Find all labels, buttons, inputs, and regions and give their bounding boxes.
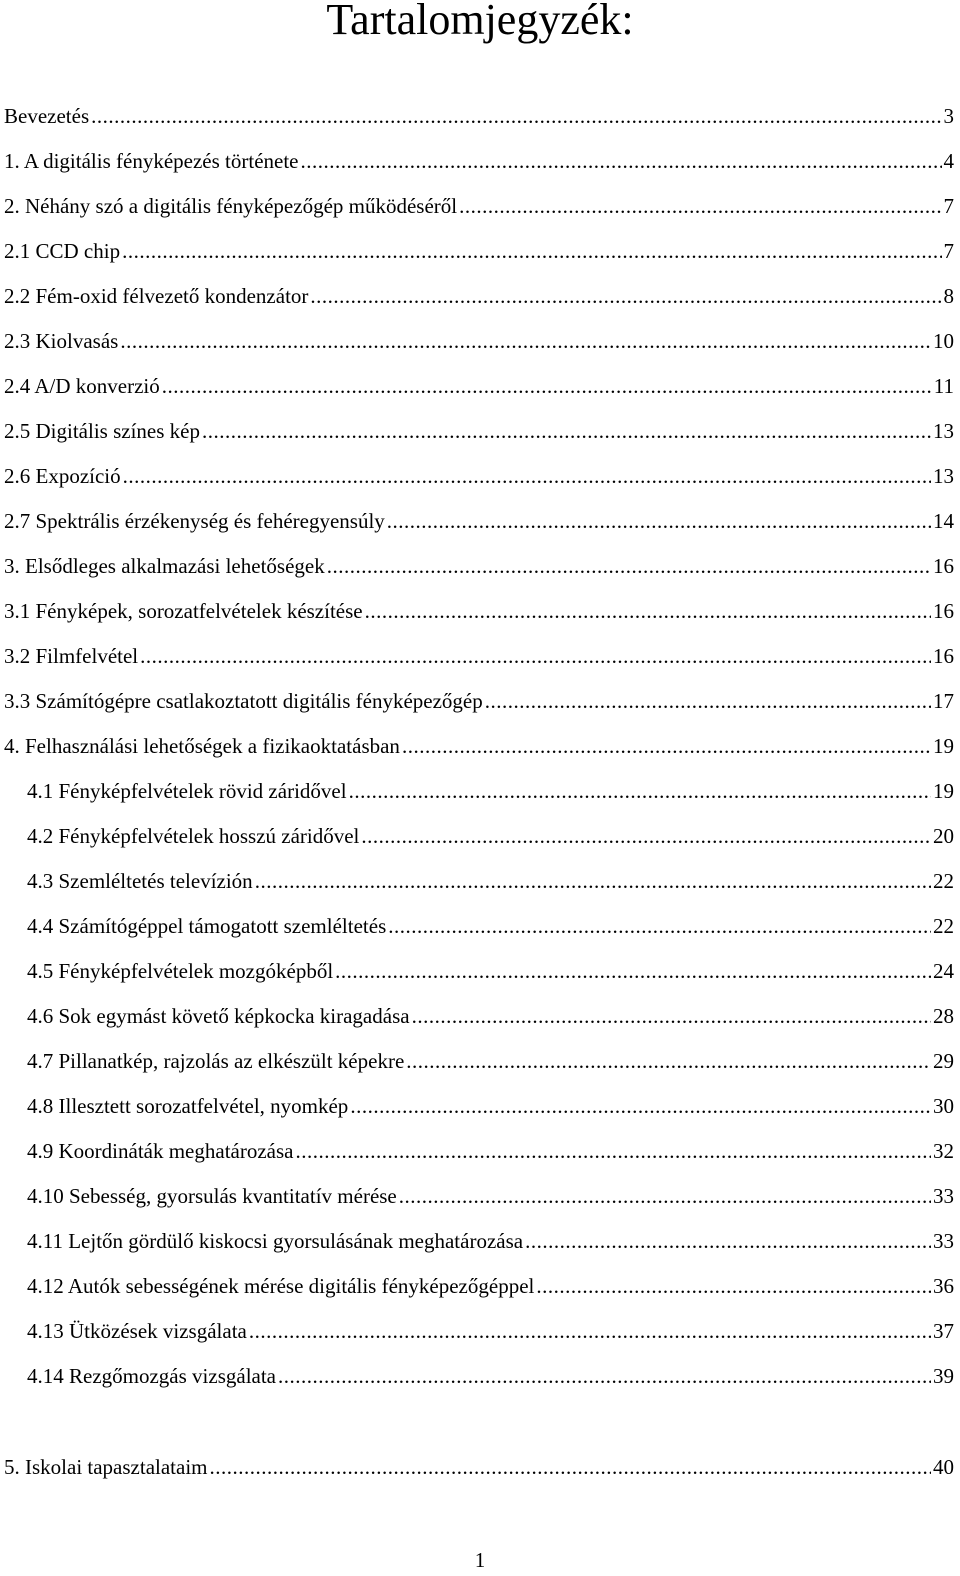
- toc-entry[interactable]: [4, 319, 954, 364]
- toc-entry[interactable]: [4, 1174, 954, 1219]
- toc-dot-leader: [310, 274, 941, 319]
- toc-entry[interactable]: [4, 634, 954, 679]
- toc-dot-leader: [162, 364, 932, 409]
- toc-entry-label: 2.5 Digitális színes kép: [4, 419, 200, 443]
- toc-dot-leader: [399, 1174, 931, 1219]
- table-of-contents: [4, 94, 954, 1490]
- toc-entry-page: 22: [933, 914, 954, 938]
- toc-entry[interactable]: [4, 1264, 954, 1309]
- toc-dot-leader: [406, 1039, 931, 1084]
- toc-entry[interactable]: [4, 1219, 954, 1264]
- toc-dot-leader: [536, 1264, 931, 1309]
- toc-entry-label: 4.14 Rezgőmozgás vizsgálata: [27, 1364, 277, 1388]
- toc-entry-label: 3.3 Számítógépre csatlakoztatott digitális fényképezőgép: [4, 689, 483, 713]
- toc-entry-label: 4.3 Szemléltetés televízión: [27, 869, 253, 893]
- toc-entry-page: 17: [933, 689, 954, 713]
- toc-entry[interactable]: [4, 184, 954, 229]
- toc-entry[interactable]: [4, 409, 954, 454]
- toc-dot-leader: [459, 184, 941, 229]
- toc-entry-label: 4.6 Sok egymást követő képkocka kiragadása: [27, 1004, 410, 1028]
- toc-entry[interactable]: [4, 229, 954, 274]
- toc-entry[interactable]: [4, 364, 954, 409]
- toc-entry-page: 39: [933, 1364, 954, 1388]
- toc-dot-leader: [249, 1309, 931, 1354]
- toc-entry-page: 33: [933, 1184, 954, 1208]
- toc-dot-leader: [361, 814, 931, 859]
- toc-dot-leader: [525, 1219, 931, 1264]
- toc-entry-page: 13: [933, 464, 954, 488]
- toc-dot-leader: [365, 589, 931, 634]
- toc-dot-leader: [349, 769, 931, 814]
- toc-entry-label: 4.4 Számítógéppel támogatott szemléltetés: [27, 914, 387, 938]
- toc-dot-leader: [402, 724, 931, 769]
- toc-entry[interactable]: [4, 724, 954, 769]
- toc-entry-page: 14: [933, 509, 954, 533]
- toc-entry[interactable]: [4, 949, 954, 994]
- toc-entry-page: 10: [933, 329, 954, 353]
- toc-entry-page: 32: [933, 1139, 954, 1163]
- toc-entry-label: 4. Felhasználási lehetőségek a fizikaoktatásban: [4, 734, 400, 758]
- toc-entry-page: 3: [943, 104, 954, 128]
- toc-dot-leader: [120, 319, 931, 364]
- toc-dot-leader: [122, 229, 941, 274]
- toc-entry-page: 28: [933, 1004, 954, 1028]
- toc-entry-label: 4.10 Sebesség, gyorsulás kvantitatív mérése: [27, 1184, 397, 1208]
- toc-dot-leader: [485, 679, 931, 724]
- toc-entry-label: 4.12 Autók sebességének mérése digitális fényképezőgéppel: [27, 1274, 535, 1298]
- toc-entry-label: 2.7 Spektrális érzékenység és fehéregyensúly: [4, 509, 385, 533]
- toc-dot-leader: [202, 409, 931, 454]
- toc-entry-page: 4: [943, 149, 954, 173]
- toc-entry[interactable]: [4, 1309, 954, 1354]
- toc-entry[interactable]: [4, 859, 954, 904]
- toc-entry-page: 19: [933, 734, 954, 758]
- toc-entry-page: 36: [933, 1274, 954, 1298]
- toc-entry-label: 3.1 Fényképek, sorozatfelvételek készítése: [4, 599, 363, 623]
- toc-entry[interactable]: [4, 94, 954, 139]
- toc-dot-leader: [91, 94, 941, 139]
- toc-entry-label: 4.9 Koordináták meghatározása: [27, 1139, 294, 1163]
- toc-entry-page: 24: [933, 959, 954, 983]
- toc-dot-leader: [210, 1445, 931, 1490]
- toc-entry[interactable]: [4, 1039, 954, 1084]
- toc-entry[interactable]: [4, 454, 954, 499]
- toc-dot-leader: [387, 499, 931, 544]
- toc-entry-page: 7: [943, 194, 954, 218]
- toc-entry-page: 20: [933, 824, 954, 848]
- toc-entry[interactable]: [4, 274, 954, 319]
- toc-entry[interactable]: [4, 1445, 954, 1490]
- toc-entry-page: 40: [933, 1455, 954, 1479]
- page-number: 1: [474, 1548, 486, 1572]
- toc-dot-leader: [140, 634, 931, 679]
- toc-dot-leader: [301, 139, 942, 184]
- toc-entry-page: 16: [933, 554, 954, 578]
- toc-entry-page: 29: [933, 1049, 954, 1073]
- toc-entry-label: 2.2 Fém-oxid félvezető kondenzátor: [4, 284, 309, 308]
- toc-entry-page: 13: [933, 419, 954, 443]
- toc-entry[interactable]: [4, 139, 954, 184]
- toc-entry[interactable]: [4, 499, 954, 544]
- toc-entry-label: 4.5 Fényképfelvételek mozgóképből: [27, 959, 334, 983]
- toc-entry-label: 4.13 Ütközések vizsgálata: [27, 1319, 247, 1343]
- toc-entry[interactable]: [4, 994, 954, 1039]
- toc-entry-label: Bevezetés: [4, 104, 90, 128]
- toc-entry-page: 8: [943, 284, 954, 308]
- toc-entry-label: 2.1 CCD chip: [4, 239, 121, 263]
- toc-dot-leader: [335, 949, 931, 994]
- toc-dot-leader: [412, 994, 931, 1039]
- toc-entry[interactable]: [4, 679, 954, 724]
- toc-entry-label: 2.4 A/D konverzió: [4, 374, 160, 398]
- toc-entry-page: 16: [933, 599, 954, 623]
- toc-entry-label: 2.3 Kiolvasás: [4, 329, 119, 353]
- toc-entry-page: 19: [933, 779, 954, 803]
- toc-entry-page: 30: [933, 1094, 954, 1118]
- toc-entry-label: 3. Elsődleges alkalmazási lehetőségek: [4, 554, 325, 578]
- toc-entry-label: 4.11 Lejtőn gördülő kiskocsi gyorsulásának meghatározása: [27, 1229, 524, 1253]
- toc-dot-leader: [278, 1354, 931, 1399]
- toc-entry-label: 4.7 Pillanatkép, rajzolás az elkészült képekre: [27, 1049, 405, 1073]
- toc-entry-page: 22: [933, 869, 954, 893]
- toc-entry[interactable]: [4, 589, 954, 634]
- toc-entry[interactable]: [4, 904, 954, 949]
- toc-entry-page: 33: [933, 1229, 954, 1253]
- toc-entry-page: 37: [933, 1319, 954, 1343]
- toc-entry[interactable]: [4, 1129, 954, 1174]
- page-title: Tartalomjegyzék:: [326, 0, 634, 44]
- toc-entry-page: 11: [933, 374, 954, 398]
- toc-entry-label: 5. Iskolai tapasztalataim: [4, 1455, 208, 1479]
- toc-dot-leader: [255, 859, 931, 904]
- toc-entry-page: 16: [933, 644, 954, 668]
- toc-entry[interactable]: [4, 769, 954, 814]
- toc-dot-leader: [350, 1084, 931, 1129]
- toc-entry-label: 3.2 Filmfelvétel: [4, 644, 139, 668]
- toc-entry[interactable]: [4, 814, 954, 859]
- toc-entry-label: 4.8 Illesztett sorozatfelvétel, nyomkép: [27, 1094, 349, 1118]
- toc-entry-label: 1. A digitális fényképezés története: [4, 149, 299, 173]
- toc-entry-label: 4.2 Fényképfelvételek hosszú záridővel: [27, 824, 360, 848]
- toc-dot-leader: [123, 454, 931, 499]
- toc-entry-label: 2.6 Expozíció: [4, 464, 121, 488]
- toc-dot-leader: [295, 1129, 931, 1174]
- toc-entry[interactable]: [4, 1084, 954, 1129]
- toc-dot-leader: [388, 904, 931, 949]
- toc-entry[interactable]: [4, 1354, 954, 1399]
- toc-entry[interactable]: [4, 544, 954, 589]
- toc-entry-label: 4.1 Fényképfelvételek rövid záridővel: [27, 779, 347, 803]
- toc-entry-page: 7: [943, 239, 954, 263]
- toc-entry-label: 2. Néhány szó a digitális fényképezőgép működéséről: [4, 194, 458, 218]
- toc-dot-leader: [327, 544, 931, 589]
